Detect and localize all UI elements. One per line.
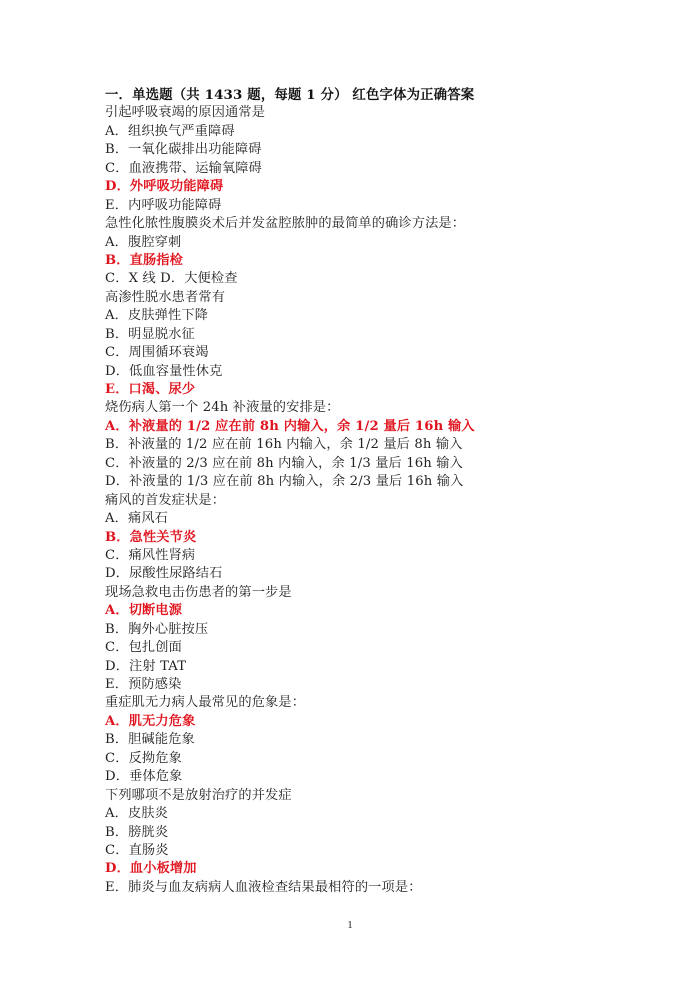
- text-line: 下列哪项不是放射治疗的并发症: [105, 787, 292, 803]
- text-line: C．痛风性肾病: [105, 547, 196, 563]
- section-heading: 一．单选题（共 1433 题，每题 1 分） 红色字体为正确答案: [105, 87, 475, 103]
- text-line: 急性化脓性腹膜炎术后并发盆腔脓肿的最简单的确诊方法是：: [105, 216, 466, 232]
- correct-answer-line: A．补液量的 1/2 应在前 8h 内输入，余 1/2 量后 16h 输入: [105, 418, 475, 434]
- text-line: D．尿酸性尿路结石: [105, 566, 223, 582]
- correct-answer-line: A．肌无力危象: [105, 713, 196, 729]
- text-line: C．X 线 D．大便检查: [105, 271, 238, 287]
- text-line: C．反拗危象: [105, 750, 182, 766]
- text-line: C．包扎创面: [105, 640, 182, 656]
- text-line: A．腹腔穿刺: [105, 234, 182, 250]
- text-line: D．低血容量性休克: [105, 363, 223, 379]
- text-line: B．补液量的 1/2 应在前 16h 内输入，余 1/2 量后 8h 输入: [105, 437, 463, 453]
- correct-answer-line: D．血小板增加: [105, 861, 197, 877]
- text-line: E．预防感染: [105, 677, 182, 692]
- text-line: 引起呼吸衰竭的原因通常是: [105, 105, 266, 121]
- text-line: 痛风的首发症状是：: [105, 492, 226, 508]
- question-list: [105, 104, 605, 897]
- page-number: 1: [347, 919, 353, 931]
- text-line: C．周围循环衰竭: [105, 345, 209, 361]
- text-line: E．内呼吸功能障碍: [105, 197, 222, 213]
- text-line: B．明显脱水征: [105, 326, 195, 342]
- text-line: A．痛风石: [105, 511, 169, 527]
- text-line: A．皮肤炎: [105, 806, 169, 822]
- text-line: D．垂体危象: [105, 769, 183, 785]
- text-line: B．胆碱能危象: [105, 732, 195, 748]
- correct-answer-line: A．切断电源: [105, 603, 183, 619]
- text-line: D．补液量的 1/3 应在前 8h 内输入，余 2/3 量后 16h 输入: [105, 474, 464, 490]
- text-line: 高渗性脱水患者常有: [105, 289, 226, 305]
- text-line: C．血液携带、运输氧障碍: [105, 160, 262, 176]
- text-line: C．直肠炎: [105, 842, 169, 858]
- text-line: B．膀胱炎: [105, 824, 169, 840]
- correct-answer-line: E．口渴、尿少: [105, 382, 196, 397]
- text-line: A．皮肤弹性下降: [105, 308, 209, 324]
- correct-answer-line: B．直肠指检: [105, 252, 183, 268]
- text-line: A．组织换气严重障碍: [105, 123, 235, 139]
- text-line: 现场急救电击伤患者的第一步是: [105, 584, 292, 600]
- correct-answer-line: B．急性关节炎: [105, 529, 197, 545]
- text-line: E．肺炎与血友病病人血液检查结果最相符的一项是：: [105, 879, 422, 895]
- correct-answer-line: D．外呼吸功能障碍: [105, 179, 224, 195]
- text-line: C．补液量的 2/3 应在前 8h 内输入，余 1/3 量后 16h 输入: [105, 455, 463, 471]
- text-line: B．一氧化碳排出功能障碍: [105, 142, 262, 158]
- text-line: B．胸外心脏按压: [105, 621, 209, 637]
- text-line: 重症肌无力病人最常见的危象是：: [105, 695, 306, 711]
- text-line: D．注射 TAT: [105, 658, 187, 674]
- exam-content: [105, 86, 605, 897]
- text-line: 烧伤病人第一个 24h 补液量的安排是：: [105, 400, 340, 416]
